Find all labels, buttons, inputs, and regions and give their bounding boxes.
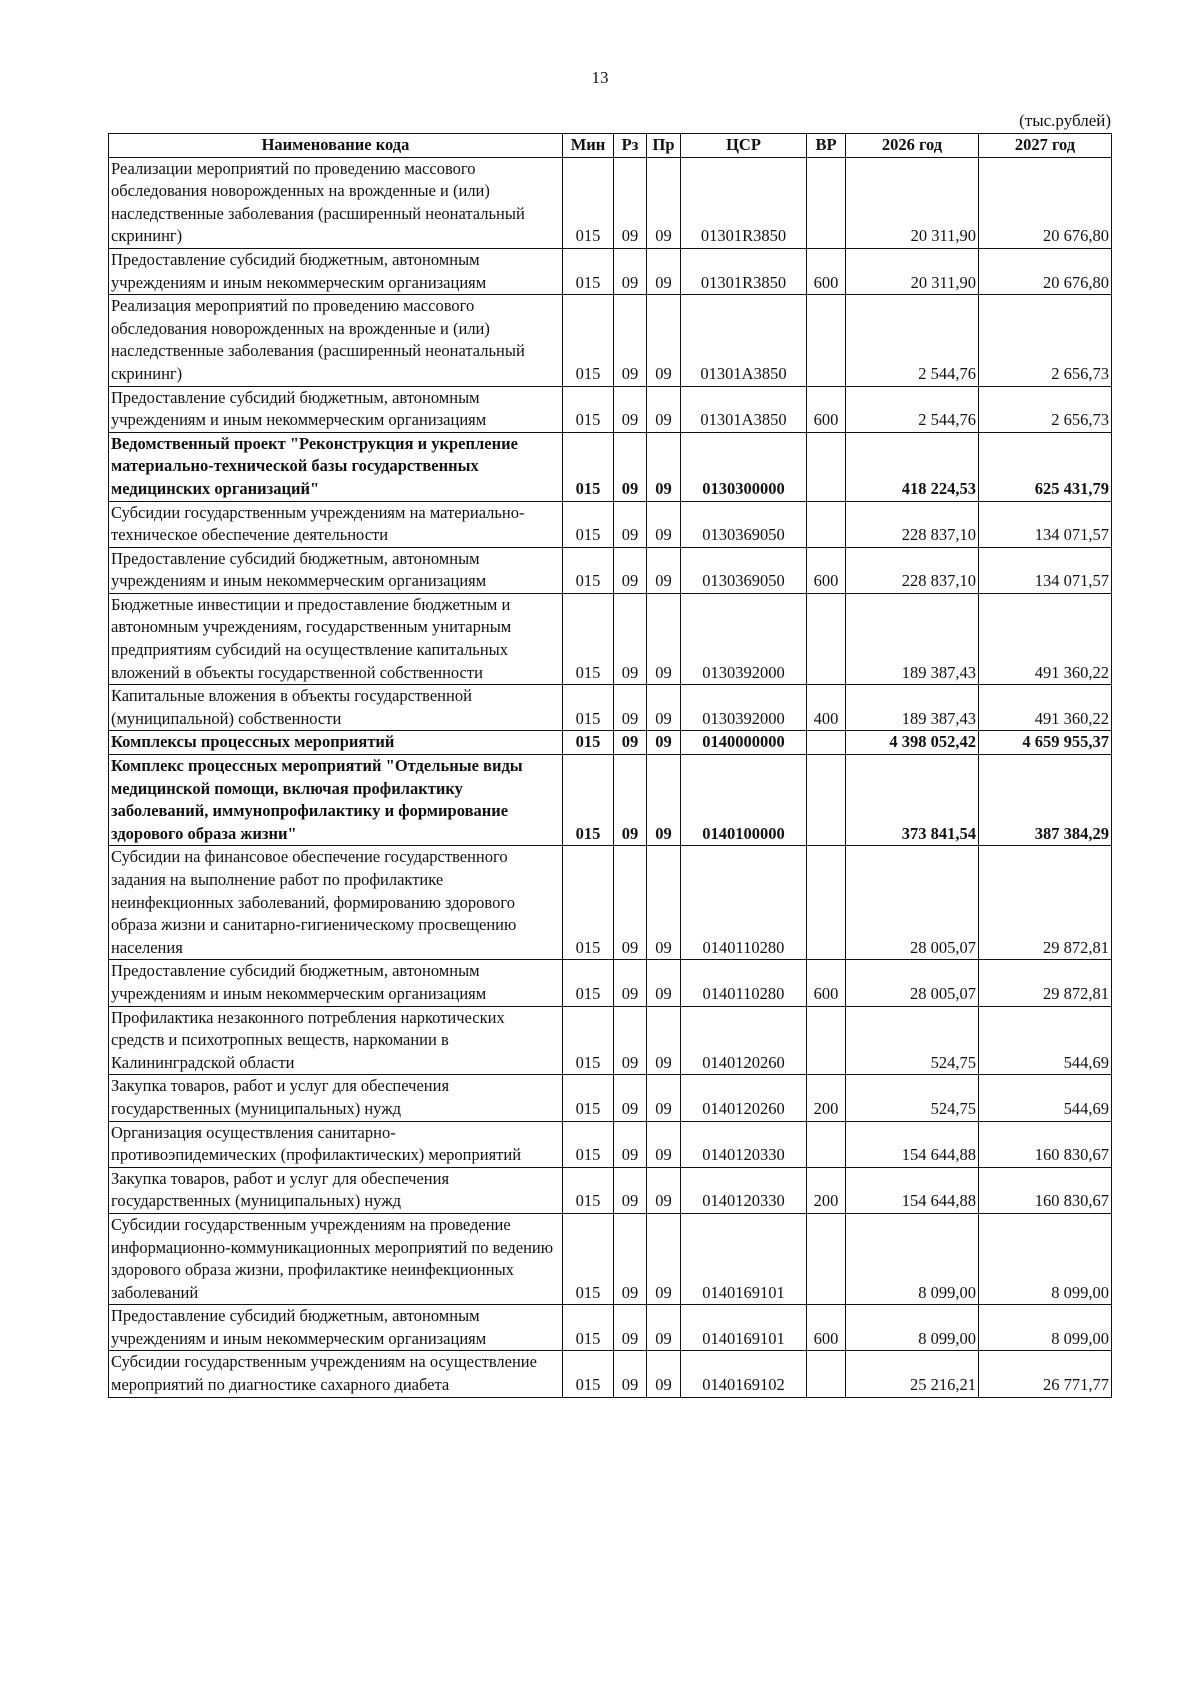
cell-2026: 189 387,43 <box>846 685 979 731</box>
cell-min: 015 <box>563 1167 614 1213</box>
cell-min: 015 <box>563 960 614 1006</box>
cell-2026: 28 005,07 <box>846 960 979 1006</box>
cell-pr: 09 <box>647 295 681 386</box>
cell-min: 015 <box>563 1006 614 1075</box>
cell-pr: 09 <box>647 1121 681 1167</box>
table-row <box>109 1351 1112 1397</box>
cell-csr: 0140120260 <box>681 1075 807 1121</box>
header-csr: ЦСР <box>681 134 807 158</box>
cell-name: Профилактика незаконного потребления наркотических средств и психотропных веществ, наркомании в Калининградской области <box>109 1006 563 1075</box>
cell-vr <box>807 432 846 501</box>
cell-pr: 09 <box>647 685 681 731</box>
table-row <box>109 547 1112 593</box>
cell-csr: 0140110280 <box>681 846 807 960</box>
cell-pr: 09 <box>647 960 681 1006</box>
cell-name: Закупка товаров, работ и услуг для обеспечения государственных (муниципальных) нужд <box>109 1075 563 1121</box>
cell-rz: 09 <box>614 685 647 731</box>
cell-csr: 0140120330 <box>681 1121 807 1167</box>
cell-min: 015 <box>563 386 614 432</box>
cell-min: 015 <box>563 846 614 960</box>
header-vr: ВР <box>807 134 846 158</box>
header-2026: 2026 год <box>846 134 979 158</box>
table-row <box>109 731 1112 755</box>
cell-2027: 491 360,22 <box>979 685 1112 731</box>
cell-min: 015 <box>563 1351 614 1397</box>
cell-vr <box>807 1213 846 1304</box>
cell-min: 015 <box>563 501 614 547</box>
cell-vr <box>807 1121 846 1167</box>
cell-name: Комплексы процессных мероприятий <box>109 731 563 755</box>
cell-csr: 0140169102 <box>681 1351 807 1397</box>
cell-rz: 09 <box>614 547 647 593</box>
cell-csr: 0130392000 <box>681 593 807 684</box>
cell-2026: 2 544,76 <box>846 386 979 432</box>
cell-2027: 544,69 <box>979 1006 1112 1075</box>
cell-pr: 09 <box>647 157 681 248</box>
cell-2026: 524,75 <box>846 1075 979 1121</box>
cell-name: Реализации мероприятий по проведению массового обследования новорожденных на врожденные и (или) наследственные заболевания (расширенный неонатальный скрининг) <box>109 157 563 248</box>
cell-2027: 160 830,67 <box>979 1167 1112 1213</box>
cell-name: Субсидии государственным учреждениям на материально-техническое обеспечение деятельности <box>109 501 563 547</box>
cell-csr: 0140120330 <box>681 1167 807 1213</box>
cell-2027: 491 360,22 <box>979 593 1112 684</box>
cell-2026: 228 837,10 <box>846 501 979 547</box>
cell-vr: 600 <box>807 960 846 1006</box>
table-row <box>109 685 1112 731</box>
table-row <box>109 501 1112 547</box>
cell-min: 015 <box>563 432 614 501</box>
units-label: (тыс.рублей) <box>1019 111 1111 130</box>
cell-2026: 8 099,00 <box>846 1305 979 1351</box>
table-body <box>109 157 1112 1397</box>
cell-rz: 09 <box>614 731 647 755</box>
cell-vr <box>807 755 846 846</box>
cell-2026: 524,75 <box>846 1006 979 1075</box>
cell-vr: 200 <box>807 1075 846 1121</box>
cell-rz: 09 <box>614 960 647 1006</box>
header-name: Наименование кода <box>109 134 563 158</box>
table-row <box>109 1213 1112 1304</box>
cell-min: 015 <box>563 1305 614 1351</box>
cell-pr: 09 <box>647 593 681 684</box>
cell-2026: 228 837,10 <box>846 547 979 593</box>
cell-min: 015 <box>563 1213 614 1304</box>
cell-csr: 01301R3850 <box>681 248 807 294</box>
cell-pr: 09 <box>647 1167 681 1213</box>
cell-pr: 09 <box>647 547 681 593</box>
cell-min: 015 <box>563 731 614 755</box>
cell-vr: 600 <box>807 248 846 294</box>
table-row <box>109 295 1112 386</box>
cell-csr: 0140100000 <box>681 755 807 846</box>
cell-pr: 09 <box>647 1351 681 1397</box>
cell-2026: 2 544,76 <box>846 295 979 386</box>
cell-csr: 0140110280 <box>681 960 807 1006</box>
cell-rz: 09 <box>614 1213 647 1304</box>
table-header-row <box>109 134 1112 158</box>
cell-csr: 01301A3850 <box>681 386 807 432</box>
header-min: Мин <box>563 134 614 158</box>
cell-2026: 154 644,88 <box>846 1167 979 1213</box>
cell-rz: 09 <box>614 432 647 501</box>
cell-2027: 4 659 955,37 <box>979 731 1112 755</box>
cell-2027: 20 676,80 <box>979 157 1112 248</box>
cell-name: Предоставление субсидий бюджетным, автономным учреждениям и иным некоммерческим организациям <box>109 1305 563 1351</box>
cell-name: Ведомственный проект "Реконструкция и укрепление материально-технической базы государственных медицинских организаций" <box>109 432 563 501</box>
cell-2026: 154 644,88 <box>846 1121 979 1167</box>
cell-vr: 600 <box>807 1305 846 1351</box>
budget-table <box>108 133 1112 1398</box>
cell-vr <box>807 1006 846 1075</box>
cell-vr <box>807 731 846 755</box>
header-rz: Рз <box>614 134 647 158</box>
cell-2026: 20 311,90 <box>846 248 979 294</box>
cell-2027: 2 656,73 <box>979 386 1112 432</box>
cell-rz: 09 <box>614 593 647 684</box>
cell-name: Предоставление субсидий бюджетным, автономным учреждениям и иным некоммерческим организациям <box>109 386 563 432</box>
cell-pr: 09 <box>647 1213 681 1304</box>
cell-min: 015 <box>563 295 614 386</box>
cell-csr: 0130369050 <box>681 547 807 593</box>
table-row <box>109 248 1112 294</box>
cell-min: 015 <box>563 755 614 846</box>
cell-pr: 09 <box>647 1006 681 1075</box>
cell-vr <box>807 295 846 386</box>
cell-csr: 0140169101 <box>681 1213 807 1304</box>
cell-rz: 09 <box>614 755 647 846</box>
cell-csr: 0130369050 <box>681 501 807 547</box>
cell-csr: 0130392000 <box>681 685 807 731</box>
cell-pr: 09 <box>647 755 681 846</box>
cell-2027: 8 099,00 <box>979 1213 1112 1304</box>
cell-rz: 09 <box>614 1006 647 1075</box>
cell-2026: 20 311,90 <box>846 157 979 248</box>
cell-pr: 09 <box>647 432 681 501</box>
cell-min: 015 <box>563 157 614 248</box>
cell-vr: 200 <box>807 1167 846 1213</box>
cell-vr <box>807 846 846 960</box>
cell-name: Субсидии государственным учреждениям на осуществление мероприятий по диагностике сахарного диабета <box>109 1351 563 1397</box>
cell-2026: 28 005,07 <box>846 846 979 960</box>
cell-name: Организация осуществления санитарно-противоэпидемических (профилактических) мероприятий <box>109 1121 563 1167</box>
cell-pr: 09 <box>647 248 681 294</box>
cell-rz: 09 <box>614 157 647 248</box>
cell-name: Закупка товаров, работ и услуг для обеспечения государственных (муниципальных) нужд <box>109 1167 563 1213</box>
cell-rz: 09 <box>614 1351 647 1397</box>
header-pr: Пр <box>647 134 681 158</box>
cell-name: Капитальные вложения в объекты государственной (муниципальной) собственности <box>109 685 563 731</box>
cell-2026: 4 398 052,42 <box>846 731 979 755</box>
cell-2027: 20 676,80 <box>979 248 1112 294</box>
cell-rz: 09 <box>614 1121 647 1167</box>
cell-csr: 0140169101 <box>681 1305 807 1351</box>
cell-name: Субсидии государственным учреждениям на проведение информационно-коммуникационных мероприятий по ведению здорового образа жизни, профилактике неинфекционных заболеваний <box>109 1213 563 1304</box>
table-row <box>109 432 1112 501</box>
cell-min: 015 <box>563 685 614 731</box>
table-row <box>109 755 1112 846</box>
cell-vr <box>807 1351 846 1397</box>
table-row <box>109 593 1112 684</box>
cell-2027: 544,69 <box>979 1075 1112 1121</box>
cell-min: 015 <box>563 1075 614 1121</box>
cell-name: Предоставление субсидий бюджетным, автономным учреждениям и иным некоммерческим организациям <box>109 960 563 1006</box>
cell-rz: 09 <box>614 846 647 960</box>
cell-2027: 26 771,77 <box>979 1351 1112 1397</box>
cell-min: 015 <box>563 1121 614 1167</box>
cell-rz: 09 <box>614 248 647 294</box>
cell-name: Субсидии на финансовое обеспечение государственного задания на выполнение работ по профилактике неинфекционных заболеваний, формированию здорового образа жизни и санитарно-гигиеническому просвещению населения <box>109 846 563 960</box>
cell-pr: 09 <box>647 1075 681 1121</box>
cell-csr: 01301R3850 <box>681 157 807 248</box>
cell-rz: 09 <box>614 1075 647 1121</box>
table-row <box>109 1075 1112 1121</box>
cell-2027: 160 830,67 <box>979 1121 1112 1167</box>
cell-2026: 373 841,54 <box>846 755 979 846</box>
cell-2027: 2 656,73 <box>979 295 1112 386</box>
cell-name: Предоставление субсидий бюджетным, автономным учреждениям и иным некоммерческим организациям <box>109 547 563 593</box>
cell-2027: 29 872,81 <box>979 960 1112 1006</box>
cell-rz: 09 <box>614 1305 647 1351</box>
cell-2026: 25 216,21 <box>846 1351 979 1397</box>
cell-csr: 0140120260 <box>681 1006 807 1075</box>
cell-vr: 600 <box>807 547 846 593</box>
table-row <box>109 1121 1112 1167</box>
cell-pr: 09 <box>647 1305 681 1351</box>
table-row <box>109 386 1112 432</box>
cell-name: Предоставление субсидий бюджетным, автономным учреждениям и иным некоммерческим организациям <box>109 248 563 294</box>
cell-2027: 29 872,81 <box>979 846 1112 960</box>
cell-pr: 09 <box>647 386 681 432</box>
cell-vr <box>807 593 846 684</box>
cell-vr: 600 <box>807 386 846 432</box>
cell-vr <box>807 501 846 547</box>
table-row <box>109 157 1112 248</box>
cell-rz: 09 <box>614 386 647 432</box>
cell-name: Комплекс процессных мероприятий "Отдельные виды медицинской помощи, включая профилактику заболеваний, иммунопрофилактику и формирование здорового образа жизни" <box>109 755 563 846</box>
cell-csr: 0140000000 <box>681 731 807 755</box>
cell-name: Бюджетные инвестиции и предоставление бюджетным и автономным учреждениям, государственным унитарным предприятиям субсидий на осуществление капитальных вложений в объекты государственной собственности <box>109 593 563 684</box>
cell-min: 015 <box>563 547 614 593</box>
table-row <box>109 1006 1112 1075</box>
cell-csr: 01301A3850 <box>681 295 807 386</box>
table-row <box>109 846 1112 960</box>
cell-pr: 09 <box>647 501 681 547</box>
cell-rz: 09 <box>614 501 647 547</box>
cell-2026: 8 099,00 <box>846 1213 979 1304</box>
cell-2027: 134 071,57 <box>979 547 1112 593</box>
table-row <box>109 1305 1112 1351</box>
cell-2027: 134 071,57 <box>979 501 1112 547</box>
cell-csr: 0130300000 <box>681 432 807 501</box>
cell-rz: 09 <box>614 295 647 386</box>
cell-2027: 8 099,00 <box>979 1305 1112 1351</box>
cell-2027: 625 431,79 <box>979 432 1112 501</box>
cell-min: 015 <box>563 593 614 684</box>
cell-pr: 09 <box>647 846 681 960</box>
cell-name: Реализация мероприятий по проведению массового обследования новорожденных на врожденные и (или) наследственные заболевания (расширенный неонатальный скрининг) <box>109 295 563 386</box>
cell-2026: 189 387,43 <box>846 593 979 684</box>
cell-rz: 09 <box>614 1167 647 1213</box>
table-row <box>109 1167 1112 1213</box>
table-row <box>109 960 1112 1006</box>
cell-vr <box>807 157 846 248</box>
page-number: 13 <box>591 68 609 87</box>
cell-2026: 418 224,53 <box>846 432 979 501</box>
cell-pr: 09 <box>647 731 681 755</box>
cell-min: 015 <box>563 248 614 294</box>
cell-2027: 387 384,29 <box>979 755 1112 846</box>
header-2027: 2027 год <box>979 134 1112 158</box>
cell-vr: 400 <box>807 685 846 731</box>
